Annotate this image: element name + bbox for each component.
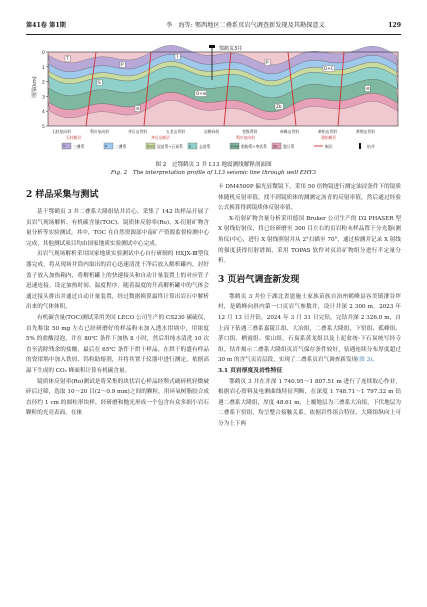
zone-label: 建始断层	[321, 135, 337, 140]
well-head-icon	[209, 45, 215, 48]
right-column	[218, 182, 401, 429]
legend-label: 三叠系	[73, 144, 85, 149]
y-tick-label: 1	[42, 65, 45, 71]
well-label: 鄂鹤页3井	[219, 46, 243, 52]
running-title: 李 海等: 鄂西地区二叠系页岩气调查新发现及其勘探意义	[166, 22, 325, 29]
legend-label: 志留系	[199, 144, 211, 149]
unit-label: O+∈	[196, 91, 207, 96]
legend-symbol: D+C	[147, 144, 155, 149]
legend-label: 泥盆系+石炭系	[157, 144, 183, 149]
unit-label: ∈	[366, 86, 370, 91]
seismic-profile-figure	[26, 40, 401, 160]
left-column	[26, 182, 209, 419]
paragraph: 基于鄂鹤页 3 井二叠系大隆组钻井岩心，采集了 142 块样品开展了页岩气现场解析、有机碳含量(TOC)、镜质体反射率(Ro)、X-衍射矿物含量分析等实验测试。其中，TOC 在自然资源部中南矿产资源监督检测中心完成，其他测试项目均由国家地质实验测试中心完成。	[26, 209, 209, 247]
legend-label: 奥陶系+寒武系	[241, 144, 267, 149]
legend-label: 钻井	[367, 144, 375, 149]
paragraph: 有机碳含量(TOC)测试采用美国 LECO 公司生产的 CS230 碳硫仪，首先称取 50 mg 左右已经研磨好的样品粉末加入透水坩埚中，用浓度 5% 的盐酸浸泡，并在 80℃ 条件下加热 8 小时，然后用纯水清洗 10 次直至清除残余的盐酸，最后在 65℃ 条件下烘干样品。在烘干的盛有样品的瓷坩埚中加入铁屑、钨粒助熔剂，并将其置于仪器中进行测定，依据高温下生成的 CO₂ 峰面积计算有机碳含量。	[26, 314, 209, 374]
structure-label: 利川复向斜	[90, 129, 109, 134]
structure-label: 黄荆山背斜	[356, 129, 375, 134]
seismic-profile-svg	[26, 40, 401, 160]
paragraph: 页岩气现场解析采用国家地质实验测试中心自行研制的 HXJX-Ⅲ型仪器完成，将从现场井筒内取出的岩心迅速清洗干净后放入解析罐内，封好盖子放入加热箱内，将解析罐上的快速接头和自动计量装置上的对应管子迅速连接。设定加热时间、温度程序，随着温度的升高解析罐中的气体会通过接头排出并通过自动计量装置，经过数据换算最终计算出岩石中解析出来的气体体积。	[26, 251, 209, 311]
y-axis-label: 埋深(km)	[32, 76, 38, 98]
unit-label: T	[176, 54, 179, 59]
legend-well-symbol	[359, 143, 361, 149]
figure-caption-en: Fig. 2 The interpretation profile of L13 seismic line through well EHY3	[110, 170, 317, 176]
unit-label: D+C	[324, 66, 334, 71]
structure-label: 五龙山背斜	[166, 129, 185, 134]
zone-label: 石柱断层	[66, 135, 82, 140]
unit-label: S	[98, 80, 101, 85]
section-title-3: 3 页岩气调查新发现	[218, 274, 300, 285]
zone-label: 齐岳山断层	[151, 135, 170, 140]
y-tick-label: 0	[42, 51, 45, 56]
paragraph-end: 。	[372, 357, 378, 364]
unit-label: Zb	[276, 104, 282, 109]
legend-symbol: T	[63, 144, 66, 149]
header-rule	[26, 34, 401, 35]
y-tick-label: 3	[42, 95, 45, 101]
paragraph: 鄂鹤页 3 井在井深 1 740.95～1 807.51 m 进行了连续取心作业，根据岩心资料及电测曲线特征判断，在深度 1 748.71～1 797.32 m 钻遇二叠系大隆组，厚度 48.61 m，上覆地层为三叠系大冶组，下伏地层为二叠系下窑组，均呈整合接触关系。依据岩性组合特征，大隆组纵向上可分为上下两	[218, 378, 401, 427]
structure-label: 黄柏山背斜	[318, 129, 337, 134]
paragraph	[218, 292, 401, 366]
journal-volume: 第41卷 第1期	[26, 22, 66, 29]
legend-label: 断层	[325, 144, 333, 149]
structure-label: 神峰山背斜	[280, 129, 299, 134]
unit-label: ∈	[136, 106, 140, 111]
paragraph: 镜质体反射率(Ro)测试是将采集的块状岩心样品经颚式破碎机轻微破碎后过筛，选取 10～20 目(2～0.9 mm)之间的颗粒，用环氧树脂胶合成直径约 1 cm 的圆柱形块样，经研磨和抛光形成一个包含有众多细小岩石颗粒的光亮表面。在徕	[26, 378, 209, 417]
legend-symbol: P	[105, 144, 108, 149]
running-header	[26, 20, 401, 32]
legend-symbol: Zb	[273, 144, 278, 149]
paragraph: X-衍射矿物含量分析采用德国 Bruker 公司生产的 D2 PHASER 型 X 射线衍射仪，将已经研磨至 300 目左右的页岩粉末样品置于分光器(测角仪)中心，进行 X 射线照射并从 2°扫描至 70°，通过检测并记录 X 射线的强度获得衍射谱图，采用 TOPAS 软件对页岩矿物组分进行半定量分析。	[218, 215, 401, 265]
y-tick-label: 4	[42, 110, 45, 116]
y-tick-label: 5	[42, 125, 45, 130]
structure-label: 苍都背斜	[242, 129, 258, 134]
paragraph-text: 鄂鹤页 3 井位于湖北省恩施土家族苗族自治州鹤峰县容美镇溇谷坪村，是鹤峰向斜内第一口页岩气参数井，设计井深 2 300 m。2023 年 12 月 13 日开钻，2024 年 3 月 31 日完钻，完钻井深 2 326.0 m，自上而下钻遇三叠系嘉陵江组、大冶组，二叠系大隆组、下窑组、孤峰组、茅口组、栖霞组、梁山组，石炭系黄龙组以及上泥盆统-下石炭统写经寺组。钻井揭示二叠系大隆组页岩气保存条件较好，钻遇连续分布厚度超过 30 m 的含气页岩层段，实现了二叠系页岩气调查新发现	[218, 293, 401, 364]
structure-label: 石柱复向斜	[52, 129, 71, 134]
unit-label: T	[66, 56, 69, 61]
figure-caption-zh: 图 2 过鄂鹤页 3 井 L13 地震测线解释剖面图	[155, 162, 272, 168]
section-title-2: 2 样品采集与测试	[26, 190, 99, 200]
legend-label: 震旦系	[283, 144, 295, 149]
structure-label: 齐岳山背斜	[128, 129, 147, 134]
unit-label: P	[121, 62, 124, 67]
paragraph-continued: 卡 DM4500P 偏光显微镜下，采用 50 倍物镜进行测定油浸条件下的镜质体随机反射率值，找不到镜质体的测测定沥青的反射率值，然后通过经验公式换算得到镜质体反射率值。	[218, 184, 401, 212]
unit-label: P	[266, 60, 269, 65]
figure-reference-link[interactable]: (图 3)	[357, 357, 373, 364]
legend-symbol: S	[189, 144, 192, 149]
subsection-title-3-1: 3.1 页岩厚度及岩性特征	[218, 367, 283, 374]
legend-symbol: O+∈	[231, 144, 240, 149]
y-tick-label: 2	[42, 80, 45, 86]
zone-label: 利川复向斜	[236, 135, 255, 140]
legend-label: 二叠系	[115, 144, 127, 149]
structure-label: 岩鹤向斜	[204, 129, 220, 134]
page-number: 129	[388, 22, 401, 29]
